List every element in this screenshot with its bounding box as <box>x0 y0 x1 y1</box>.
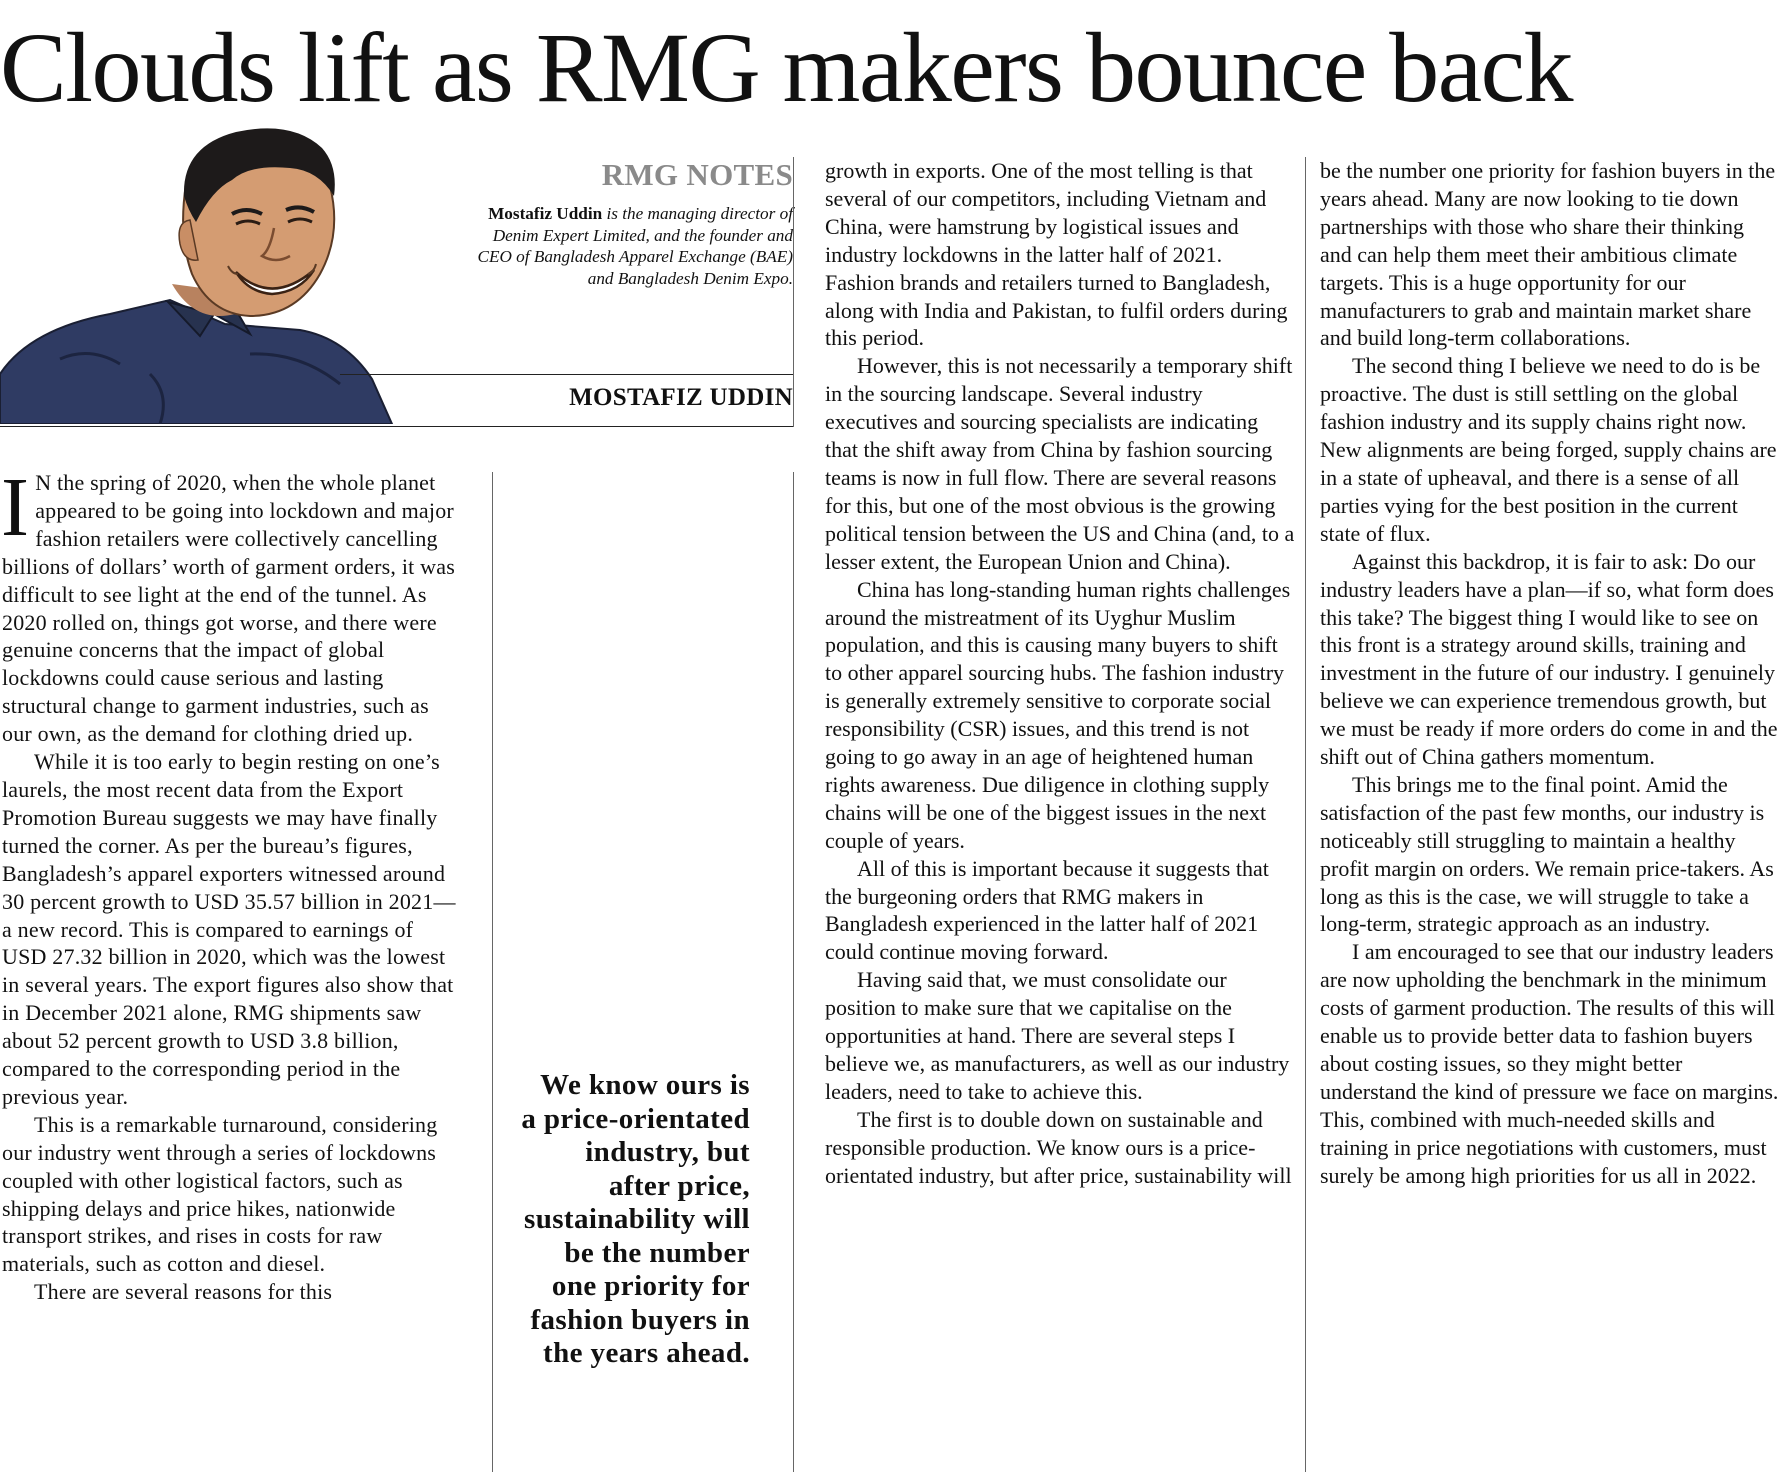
article-paragraph: While it is too early to begin resting on one’s laurels, the most recent data from the Export Promotion Bureau suggests we may have finally turned the corner. As per the bureau’s figures, Bangladesh’s apparel exporters witnessed around 30 percent growth to USD 35.57 billion in 2021—a new record. This is compared to earnings of USD 27.32 billion in 2020, which was the lowest in several years. The export figures also show that in December 2021 alone, RMG shipments saw about 52 percent growth to USD 3.8 billion, compared to the corresponding period in the previous year. <box>2 749 456 1109</box>
article-paragraph-text: N the spring of 2020, when the whole planet appeared to be going into lockdown and major fashion retailers were collectively cancelling billions of dollars’ worth of garment orders, it was difficult to see light at the end of the tunnel. As 2020 rolled on, things got worse, and there were genuine concerns that the impact of global lockdowns could cause serious and lasting structural change to garment industries, such as our own, as the demand for clothing dried up. <box>2 470 455 747</box>
column-divider-1 <box>492 472 493 1472</box>
column-divider-2 <box>793 472 794 1472</box>
article-column-2 <box>825 157 1295 1190</box>
article-column-1 <box>1 461 462 1306</box>
byline-rule-bottom <box>0 426 793 427</box>
byline: MOSTAFIZ UDDIN <box>569 384 793 411</box>
author-bio-text: is the managing director of Denim Expert Limited, and the founder and CEO of Bangladesh Apparel Exchange (BAE) and Bangladesh Denim Expo. <box>477 204 793 288</box>
article-paragraph: I am encouraged to see that our industry leaders are now upholding the benchmark in the minimum costs of garment production. The results of this will enable us to provide better data to fashion buyers about costing issues, so they might better understand the kind of pressure we face on margins. This, combined with much-needed skills and training in price negotiations with customers, must surely be among high priorities for us all in 2022. <box>1320 939 1779 1188</box>
author-bio <box>463 203 793 289</box>
article-paragraph: Against this backdrop, it is fair to ask: Do our industry leaders have a plan—if so, what form does this take? The biggest thing I would like to see on this front is a strategy around skills, training and investment in the future of our industry. I genuinely believe we can experience tremendous growth, but we must be ready if more orders do come in and the shift out of China gathers momentum. <box>1320 548 1778 770</box>
article-paragraph: This is a remarkable turnaround, considering our industry went through a series of lockdowns coupled with other logistical factors, such as shipping delays and price hikes, nationwide transport strikes, and rises in costs for raw materials, such as cotton and diesel. <box>2 1111 438 1277</box>
author-portrait <box>0 124 400 424</box>
article-paragraph: be the number one priority for fashion buyers in the years ahead. Many are now looking to tie down partnerships with those who share their thinking and can help them meet their ambitious climate targets. This is a huge opportunity for our manufacturers to grab and maintain market share and build long-term collaborations. <box>1320 158 1776 351</box>
byline-rule-top <box>340 374 793 375</box>
article-paragraph: The first is to double down on sustainable and responsible production. We know ours is a price-orientated industry, but after price, sustainability will <box>825 1106 1292 1188</box>
author-bio-name: Mostafiz Uddin <box>488 204 603 223</box>
article-paragraph: However, this is not necessarily a temporary shift in the sourcing landscape. Several industry executives and sourcing specialists are indicating that the shift away from China by fashion sourcing teams is now in full flow. There are several reasons for this, but one of the most obvious is the growing political tension between the US and China (and, to a lesser extent, the European Union and China). <box>825 353 1295 574</box>
article-paragraph: growth in exports. One of the most telling is that several of our competitors, including Vietnam and China, were hamstrung by logistical issues and industry lockdowns in the latter half of 2021. Fashion brands and retailers turned to Bangladesh, along with India and Pakistan, to fulfil orders during this period. <box>825 158 1288 351</box>
column-divider-2-top <box>793 157 794 427</box>
column-divider-3 <box>1305 157 1306 1472</box>
headline: Clouds lift as RMG makers bounce back <box>0 12 1572 123</box>
article-paragraph: The second thing I believe we need to do is be proactive. The dust is still settling on the global fashion industry and its supply chains right now. New alignments are being forged, supply chains are in a state of upheaval, and there is a sense of all parties vying for the best position in the current state of flux. <box>1320 353 1777 546</box>
article-paragraph <box>1 461 462 748</box>
article-column-3 <box>1320 157 1779 1190</box>
article-paragraph: China has long-standing human rights challenges around the mistreatment of its Uyghur Muslim population, and this is causing many buyers to shift to other apparel sourcing hubs. The fashion industry is generally extremely sensitive to corporate social responsibility (CSR) issues, and this trend is not going to go away in an age of heightened human rights awareness. Due diligence in clothing supply chains will be one of the biggest issues in the next couple of years. <box>825 576 1291 853</box>
article-paragraph: There are several reasons for this <box>34 1279 333 1305</box>
drop-cap: I <box>1 461 30 554</box>
article-paragraph: All of this is important because it suggests that the burgeoning orders that RMG makers in Bangladesh experienced in the latter half of 2021 could continue moving forward. <box>825 855 1269 965</box>
article-paragraph: Having said that, we must consolidate our position to make sure that we capitalise on the opportunities at hand. There are several steps I believe we, as manufacturers, as well as our industry leaders, need to take to achieve this. <box>825 967 1290 1104</box>
column-series-tag: RMG NOTES <box>601 157 793 192</box>
article-paragraph: This brings me to the final point. Amid the satisfaction of the past few months, our industry is noticeably still struggling to maintain a healthy profit margin on orders. We remain price-takers. As long as this is the case, we will struggle to take a long-term, strategic approach as an industry. <box>1320 771 1774 937</box>
pull-quote: We know ours is a price-orientated industry, but after price, sustainability will be the number one priority for fashion buyers in the years ahead. <box>521 1069 750 1369</box>
